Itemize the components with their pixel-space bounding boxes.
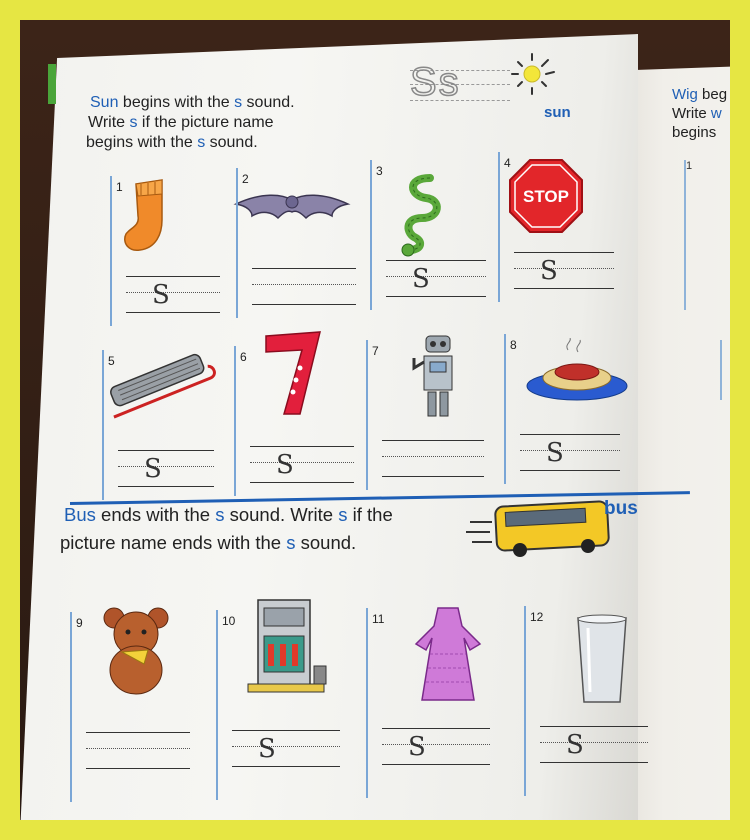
- answer-field[interactable]: S: [546, 438, 564, 468]
- letter-trace-box: [410, 60, 510, 106]
- right-page-rule: [720, 340, 722, 400]
- writing-line: [232, 746, 340, 747]
- cell-divider: [524, 606, 526, 796]
- writing-line: [382, 728, 490, 729]
- right-page: [622, 66, 730, 820]
- answer-field[interactable]: S: [276, 450, 294, 480]
- item-number: 4: [504, 156, 511, 170]
- answer-field[interactable]: S: [152, 280, 170, 310]
- seven-picture: [260, 328, 330, 418]
- item-number: 11: [372, 612, 385, 626]
- answer-field[interactable]: S: [412, 264, 430, 294]
- item-number: 3: [376, 164, 383, 178]
- writing-line: [540, 726, 648, 727]
- item-number: 5: [108, 354, 115, 368]
- answer-field[interactable]: S: [408, 732, 426, 762]
- bus-picture: [466, 496, 616, 562]
- instruction-2-line-1: Bus ends with the s sound. Write s if the: [64, 504, 393, 525]
- writing-line: [252, 284, 356, 285]
- writing-line: [382, 764, 490, 765]
- bat-picture: [232, 182, 352, 232]
- item-number: 9: [76, 616, 83, 630]
- writing-line: [514, 288, 614, 289]
- spaghetti-picture: [522, 338, 632, 408]
- glass-picture: [572, 612, 632, 708]
- cell-divider: [216, 610, 218, 800]
- cell-divider: [366, 608, 368, 798]
- writing-line: [382, 744, 490, 745]
- item-number: 10: [222, 614, 236, 628]
- writing-line: [520, 450, 620, 451]
- writing-line: [118, 486, 214, 487]
- cell-divider: [370, 160, 372, 310]
- gas-pump-picture: [234, 596, 334, 696]
- writing-line: [382, 476, 484, 477]
- writing-line: [232, 730, 340, 731]
- dress-picture: [408, 604, 488, 704]
- traced-letters: Ss: [410, 60, 461, 104]
- instruction-1-line-2: Write s if the picture name: [88, 114, 274, 131]
- instruction-2-line-2: picture name ends with the s sound.: [60, 532, 357, 553]
- cell-divider: [236, 168, 238, 318]
- writing-line: [386, 260, 486, 261]
- writing-line: [250, 482, 354, 483]
- keyword-sun: sun: [544, 104, 571, 121]
- item-number: 12: [530, 610, 544, 624]
- writing-line: [382, 456, 484, 457]
- writing-line: [126, 292, 220, 293]
- writing-line: [540, 742, 648, 743]
- sled-picture: [98, 342, 218, 422]
- sock-picture: [116, 176, 186, 256]
- item-number: 1: [116, 180, 123, 194]
- answer-field[interactable]: S: [144, 454, 162, 484]
- writing-line: [386, 296, 486, 297]
- right-page-rule: [684, 160, 686, 310]
- writing-line: [540, 762, 648, 763]
- instruction-1-line-3: begins with the s sound.: [86, 134, 258, 151]
- photo: [20, 20, 730, 820]
- snake-picture: [386, 168, 456, 258]
- writing-line: [126, 312, 220, 313]
- writing-line: [126, 276, 220, 277]
- right-page-line-3: begins: [672, 124, 717, 141]
- writing-line: [118, 450, 214, 451]
- right-page-num: 1: [686, 160, 693, 172]
- cell-divider: [504, 334, 506, 484]
- writing-line: [250, 462, 354, 463]
- item-number: 8: [510, 338, 517, 352]
- writing-line: [118, 466, 214, 467]
- item-number: 2: [242, 172, 249, 186]
- writing-line: [514, 268, 614, 269]
- stop-sign-text: STOP: [523, 187, 569, 206]
- cell-divider: [70, 612, 72, 802]
- writing-line: [520, 434, 620, 435]
- cell-divider: [110, 176, 112, 326]
- cell-divider: [498, 152, 500, 302]
- answer-field[interactable]: S: [566, 730, 584, 760]
- sun-icon: [498, 50, 568, 100]
- cell-divider: [234, 346, 236, 496]
- writing-line: [86, 748, 190, 749]
- cell-divider: [102, 350, 104, 500]
- writing-line: [520, 470, 620, 471]
- writing-line: [514, 252, 614, 253]
- writing-line: [252, 268, 356, 269]
- writing-line: [252, 304, 356, 305]
- right-page-line-2: Write w: [672, 105, 722, 122]
- writing-line: [386, 276, 486, 277]
- robot-picture: [408, 332, 468, 424]
- answer-field[interactable]: S: [258, 734, 276, 764]
- instruction-1-line-1: Sun begins with the s sound.: [90, 94, 295, 111]
- writing-line: [382, 440, 484, 441]
- writing-line: [86, 768, 190, 769]
- green-tab: [48, 64, 56, 104]
- teddy-bear-picture: [88, 604, 188, 704]
- item-number: 6: [240, 350, 247, 364]
- right-page-line-1: Wig beg: [672, 86, 728, 103]
- keyword-bus: bus: [604, 498, 638, 519]
- writing-line: [232, 766, 340, 767]
- answer-field[interactable]: S: [540, 256, 558, 286]
- stop-sign-picture: [506, 156, 586, 236]
- writing-line: [250, 446, 354, 447]
- item-number: 7: [372, 344, 379, 358]
- cell-divider: [366, 340, 368, 490]
- writing-line: [86, 732, 190, 733]
